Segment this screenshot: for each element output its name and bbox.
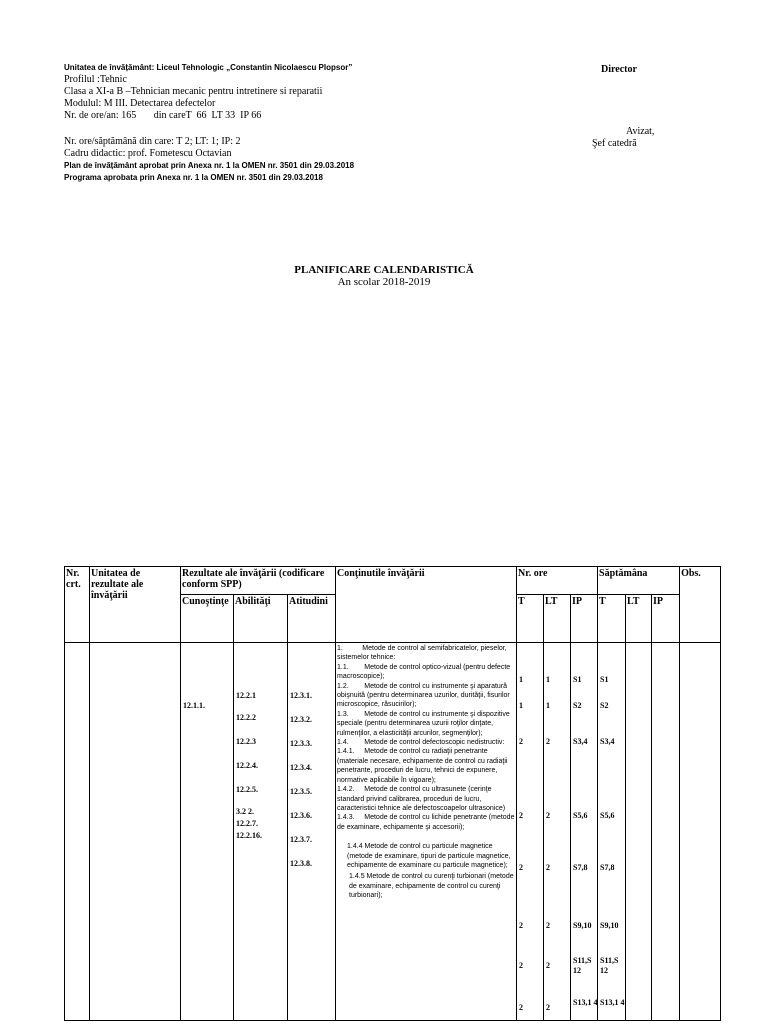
hours-ip-value: S1 [573, 675, 582, 684]
header-unit: Unitatea de rezultate ale învăţării [90, 567, 181, 643]
cell-unit [90, 643, 181, 1021]
cell-hours-ip [571, 643, 598, 1021]
syllabus-approval: Programa aprobata prin Anexa nr. 1 la OMEN nr. 3501 din 29.03.2018 [64, 173, 323, 182]
hours-per-year: Nr. de ore/an: 165 din careT 66 LT 33 IP 66 [64, 110, 262, 121]
profile-line: Profilul :Tehnic [64, 74, 127, 85]
attitude-code: 12.3.4. [290, 763, 312, 772]
header-week-ip: IP [652, 595, 680, 643]
week-t-value: S1 [600, 675, 609, 684]
hours-t-value: 1 [519, 701, 524, 710]
hours-ip-value: S13,1 4 [573, 998, 598, 1007]
week-t-value: S5,6 [600, 811, 615, 820]
hours-t-value: 2 [519, 737, 524, 746]
hours-t-value: 2 [519, 961, 524, 970]
page-title: PLANIFICARE CALENDARISTICĂ [294, 264, 474, 276]
cell-hours-t [517, 643, 544, 1021]
header-week-t: T [598, 595, 626, 643]
hours-t-value: 2 [519, 863, 524, 872]
hours-lt-value: 2 [546, 811, 551, 820]
attitude-code: 12.3.8. [290, 859, 312, 868]
hours-ip-value: S9,10 [573, 921, 592, 930]
school-unit: Unitatea de învățământ: Liceul Tehnologic „Constantin Nicolaescu Plopsor” [64, 63, 353, 72]
hours-ip-value: S11,S 12 [573, 956, 592, 975]
approved-label: Avizat, [626, 126, 655, 137]
header-skills: Abilităţi [234, 595, 288, 643]
header-hours-lt: LT [544, 595, 571, 643]
hours-lt-value: 2 [546, 921, 551, 930]
hours-lt-value: 1 [546, 675, 551, 684]
hours-t-value: 2 [519, 811, 524, 820]
attitude-code: 12.3.7. [290, 835, 312, 844]
header-hours-t: T [517, 595, 544, 643]
module-line: Modulul: M III. Detectarea defectelor [64, 98, 216, 109]
cell-content [336, 643, 517, 1021]
hours-lt-value: 2 [546, 737, 551, 746]
skill-code: 12.2.5. [236, 785, 258, 794]
attitude-code: 12.3.5. [290, 787, 312, 796]
hours-t-value: 2 [519, 921, 524, 930]
attitude-code: 12.3.2. [290, 715, 312, 724]
header-content: Conţinutile învăţării [336, 567, 517, 643]
header-learning-results: Rezultate ale învăţării (codificare conform SPP) [181, 567, 336, 595]
cell-obs [680, 643, 721, 1021]
teacher-line: Cadru didactic: prof. Fometescu Octavian [64, 148, 232, 159]
content-text: 1.4.5 Metode de control cu curenţi turbionari (metode de examinare, echipamente de control cu curenţi turbionari); [349, 873, 514, 900]
cell-attitudes [288, 643, 336, 1021]
cell-week-t [598, 643, 626, 1021]
skill-code: 12.2.16. [236, 831, 262, 840]
attitude-code: 12.3.6. [290, 811, 312, 820]
attitude-code: 12.3.1. [290, 691, 312, 700]
hours-ip-value: S5,6 [573, 811, 588, 820]
week-t-value: S3,4 [600, 737, 615, 746]
header-nr-crt: Nr. crt. [65, 567, 90, 643]
school-year: An scolar 2018-2019 [337, 276, 431, 288]
cell-nr [65, 643, 90, 1021]
hours-lt-value: 2 [546, 961, 551, 970]
hours-ip-value: S7,8 [573, 863, 588, 872]
header-week-lt: LT [626, 595, 652, 643]
header-attitudes: Atitudini [288, 595, 336, 643]
attitude-code: 12.3.3. [290, 739, 312, 748]
cell-week-lt [626, 643, 652, 1021]
header-week: Săptămâna [598, 567, 680, 595]
planning-table [64, 566, 721, 1021]
document-title [0, 264, 768, 288]
director-label: Director [601, 64, 637, 75]
cell-hours-lt [544, 643, 571, 1021]
cell-knowledge [181, 643, 234, 1021]
week-t-value: S2 [600, 701, 609, 710]
week-t-value: S11,S 12 [600, 956, 619, 975]
cell-week-ip [652, 643, 680, 1021]
curriculum-plan: Plan de învățământ aprobat prin Anexa nr. 1 la OMEN nr. 3501 din 29.03.2018 [64, 161, 355, 170]
hours-ip-value: S2 [573, 701, 582, 710]
hours-t-value: 1 [519, 675, 524, 684]
header-hours: Nr. ore [517, 567, 598, 595]
hours-t-value: 2 [519, 1003, 524, 1012]
class-line: Clasa a XI-a B –Tehnician mecanic pentru intretinere si reparatii [64, 86, 323, 97]
document-header [64, 62, 584, 184]
content-text: 1.4.4 Metode de control cu particule magnetice (metode de examinare, tipuri de particule magnetice, echipamente de examinare cu particule magnetice); [347, 843, 511, 869]
week-t-value: S9,10 [600, 921, 619, 930]
week-t-value: S7,8 [600, 863, 615, 872]
week-t-value: S13,1 4 [600, 998, 625, 1007]
skill-code: 12.2.2 [236, 713, 256, 722]
header-obs: Obs. [680, 567, 721, 643]
hours-lt-value: 1 [546, 701, 551, 710]
header-hours-ip: IP [571, 595, 598, 643]
skill-code: 3.2 2. [236, 807, 254, 816]
hours-ip-value: S3,4 [573, 737, 588, 746]
cell-skills [234, 643, 288, 1021]
skill-code: 12.2.7. [236, 819, 258, 828]
header-knowledge: Cunoştinţe [181, 595, 234, 643]
hours-lt-value: 2 [546, 1003, 551, 1012]
hours-per-week: Nr. ore/săptămână din care: T 2; LT: 1; IP: 2 [64, 136, 241, 147]
head-of-department-label: Şef catedră [592, 138, 637, 149]
skill-code: 12.2.4. [236, 761, 258, 770]
skill-code: 12.2.1 [236, 691, 256, 700]
knowledge-code: 12.1.1. [183, 701, 205, 710]
skill-code: 12.2.3 [236, 737, 256, 746]
content-text: 1. Metode de control al semifabricatelor, pieselor, sistemelor tehnice: 1.1. Metode de control optico-vizual (pentru defecte macroscopice); 1.2. Metode de control cu instrumente şi aparatură obişnuită (pentru determinarea uzurilor, durităţii, fisurilor microscopice, răsucirilor); 1.3. Metode de control cu instrumente şi dispozitive speciale (pentru determinarea uzurii roţilor dinţate, rulmenţilor, a elasticităţii arcurilor, segmenţilor); 1.4. Metode de control defectoscopic nedistructiv: 1.4.1. Metode de control cu radiaţii penetrante (materiale necesare, echipamente de control cu radiaţii penetrante, proceduri de lucru, tehnici de expunere, normative aplicabile în vigoare); 1.4.2. Metode de control cu ultrasunete (cerinţe standard privind calibrarea, proceduri de lucru, caracteristici tehnice ale defectoscoapelor ultrasonice) 1.4.3. Metode de control cu lichide penetrante (metode de examinare, echipamente şi accesorii); [337, 645, 515, 831]
hours-lt-value: 2 [546, 863, 551, 872]
